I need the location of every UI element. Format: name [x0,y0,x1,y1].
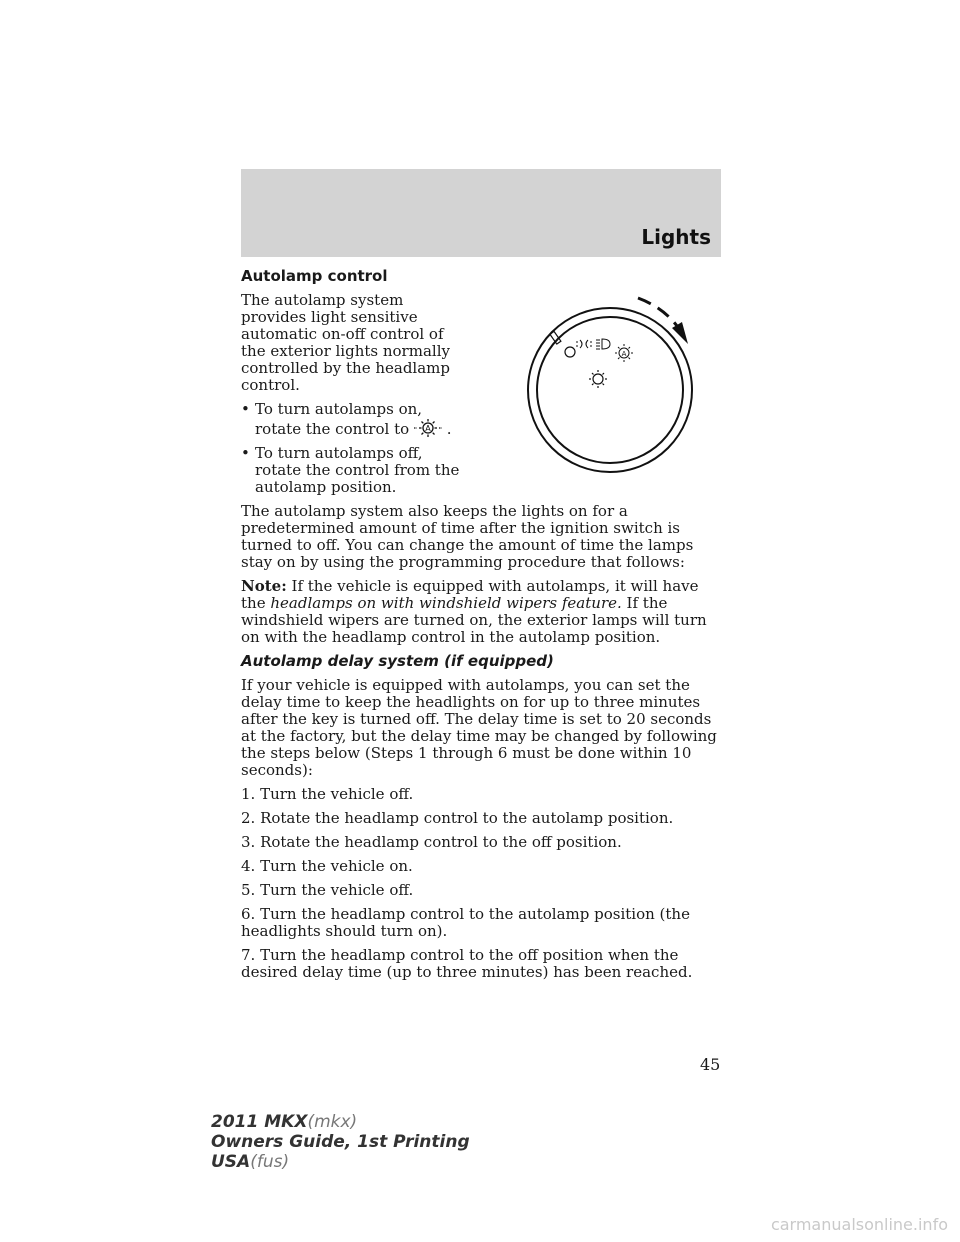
step-4: 4. Turn the vehicle on. [241,857,413,875]
bullet-turn-on [241,401,471,438]
step-6: 6. Turn the headlamp control to the autolamp position (the headlights should turn on). [241,905,690,940]
step-3: 3. Rotate the headlamp control to the off position. [241,833,622,851]
step-1: 1. Turn the vehicle off. [241,785,414,803]
page-number: 45 [700,1055,721,1074]
section-title: Lights [641,225,711,249]
heading-autolamp-delay: Autolamp delay system (if equipped) [241,652,554,670]
intro-paragraph: The autolamp system provides light sensitive automatic on-off control of the exterior lights normally controlled by the headlamp control. [241,291,450,394]
bullet-dot: • [241,400,250,418]
delay-explanation-paragraph: The autolamp system also keeps the lights on for a predetermined amount of time after the ignition switch is turned to off. You can change the amount of time the lamps stay on by using the programming procedure that follows: [241,502,694,571]
bullet-dot: • [241,444,250,462]
headlamp-dial-icon [520,282,720,482]
watermark: carmanualsonline.info [770,1215,948,1234]
note-label: Note: [241,577,287,595]
footer-print-info: 2011 MKX(mkx) Owners Guide, 1st Printing USA(fus) [211,1112,470,1172]
feature-name: headlamps on with windshield wipers feature. [270,594,622,612]
svg-text:A: A [621,350,627,358]
step-2: 2. Rotate the headlamp control to the autolamp position. [241,809,674,827]
bullet-turn-on-text: To turn autolamps on, rotate the control to [255,400,423,438]
section-header-band [241,169,721,257]
heading-autolamp-control: Autolamp control [241,267,388,285]
svg-text:A: A [425,424,431,433]
headlamp-dial-figure [520,282,720,482]
delay-intro-paragraph: If your vehicle is equipped with autolamps, you can set the delay time to keep the headlights on for up to three minutes after the key is turned off. The delay time is set to 20 seconds at the factory, but the delay time may be changed by following the steps below (Steps 1 through 6 must be done within 10 seconds): [241,676,717,779]
step-7: 7. Turn the headlamp control to the off position when the desired delay time (up to three minutes) has been reached. [241,946,693,981]
bullet-turn-off [241,445,471,496]
autolamp-icon [414,418,442,438]
note-paragraph: Note: If the vehicle is equipped with autolamps, it will have the headlamps on with windshield wipers feature. If the windshield wipers are turned on, the exterior lamps will turn on with the headlamp control in the autolamp position. [241,577,707,646]
bullet-turn-off-text: To turn autolamps off, rotate the control from the autolamp position. [255,444,460,496]
step-5: 5. Turn the vehicle off. [241,881,414,899]
bullet-turn-on-end: . [446,420,452,438]
